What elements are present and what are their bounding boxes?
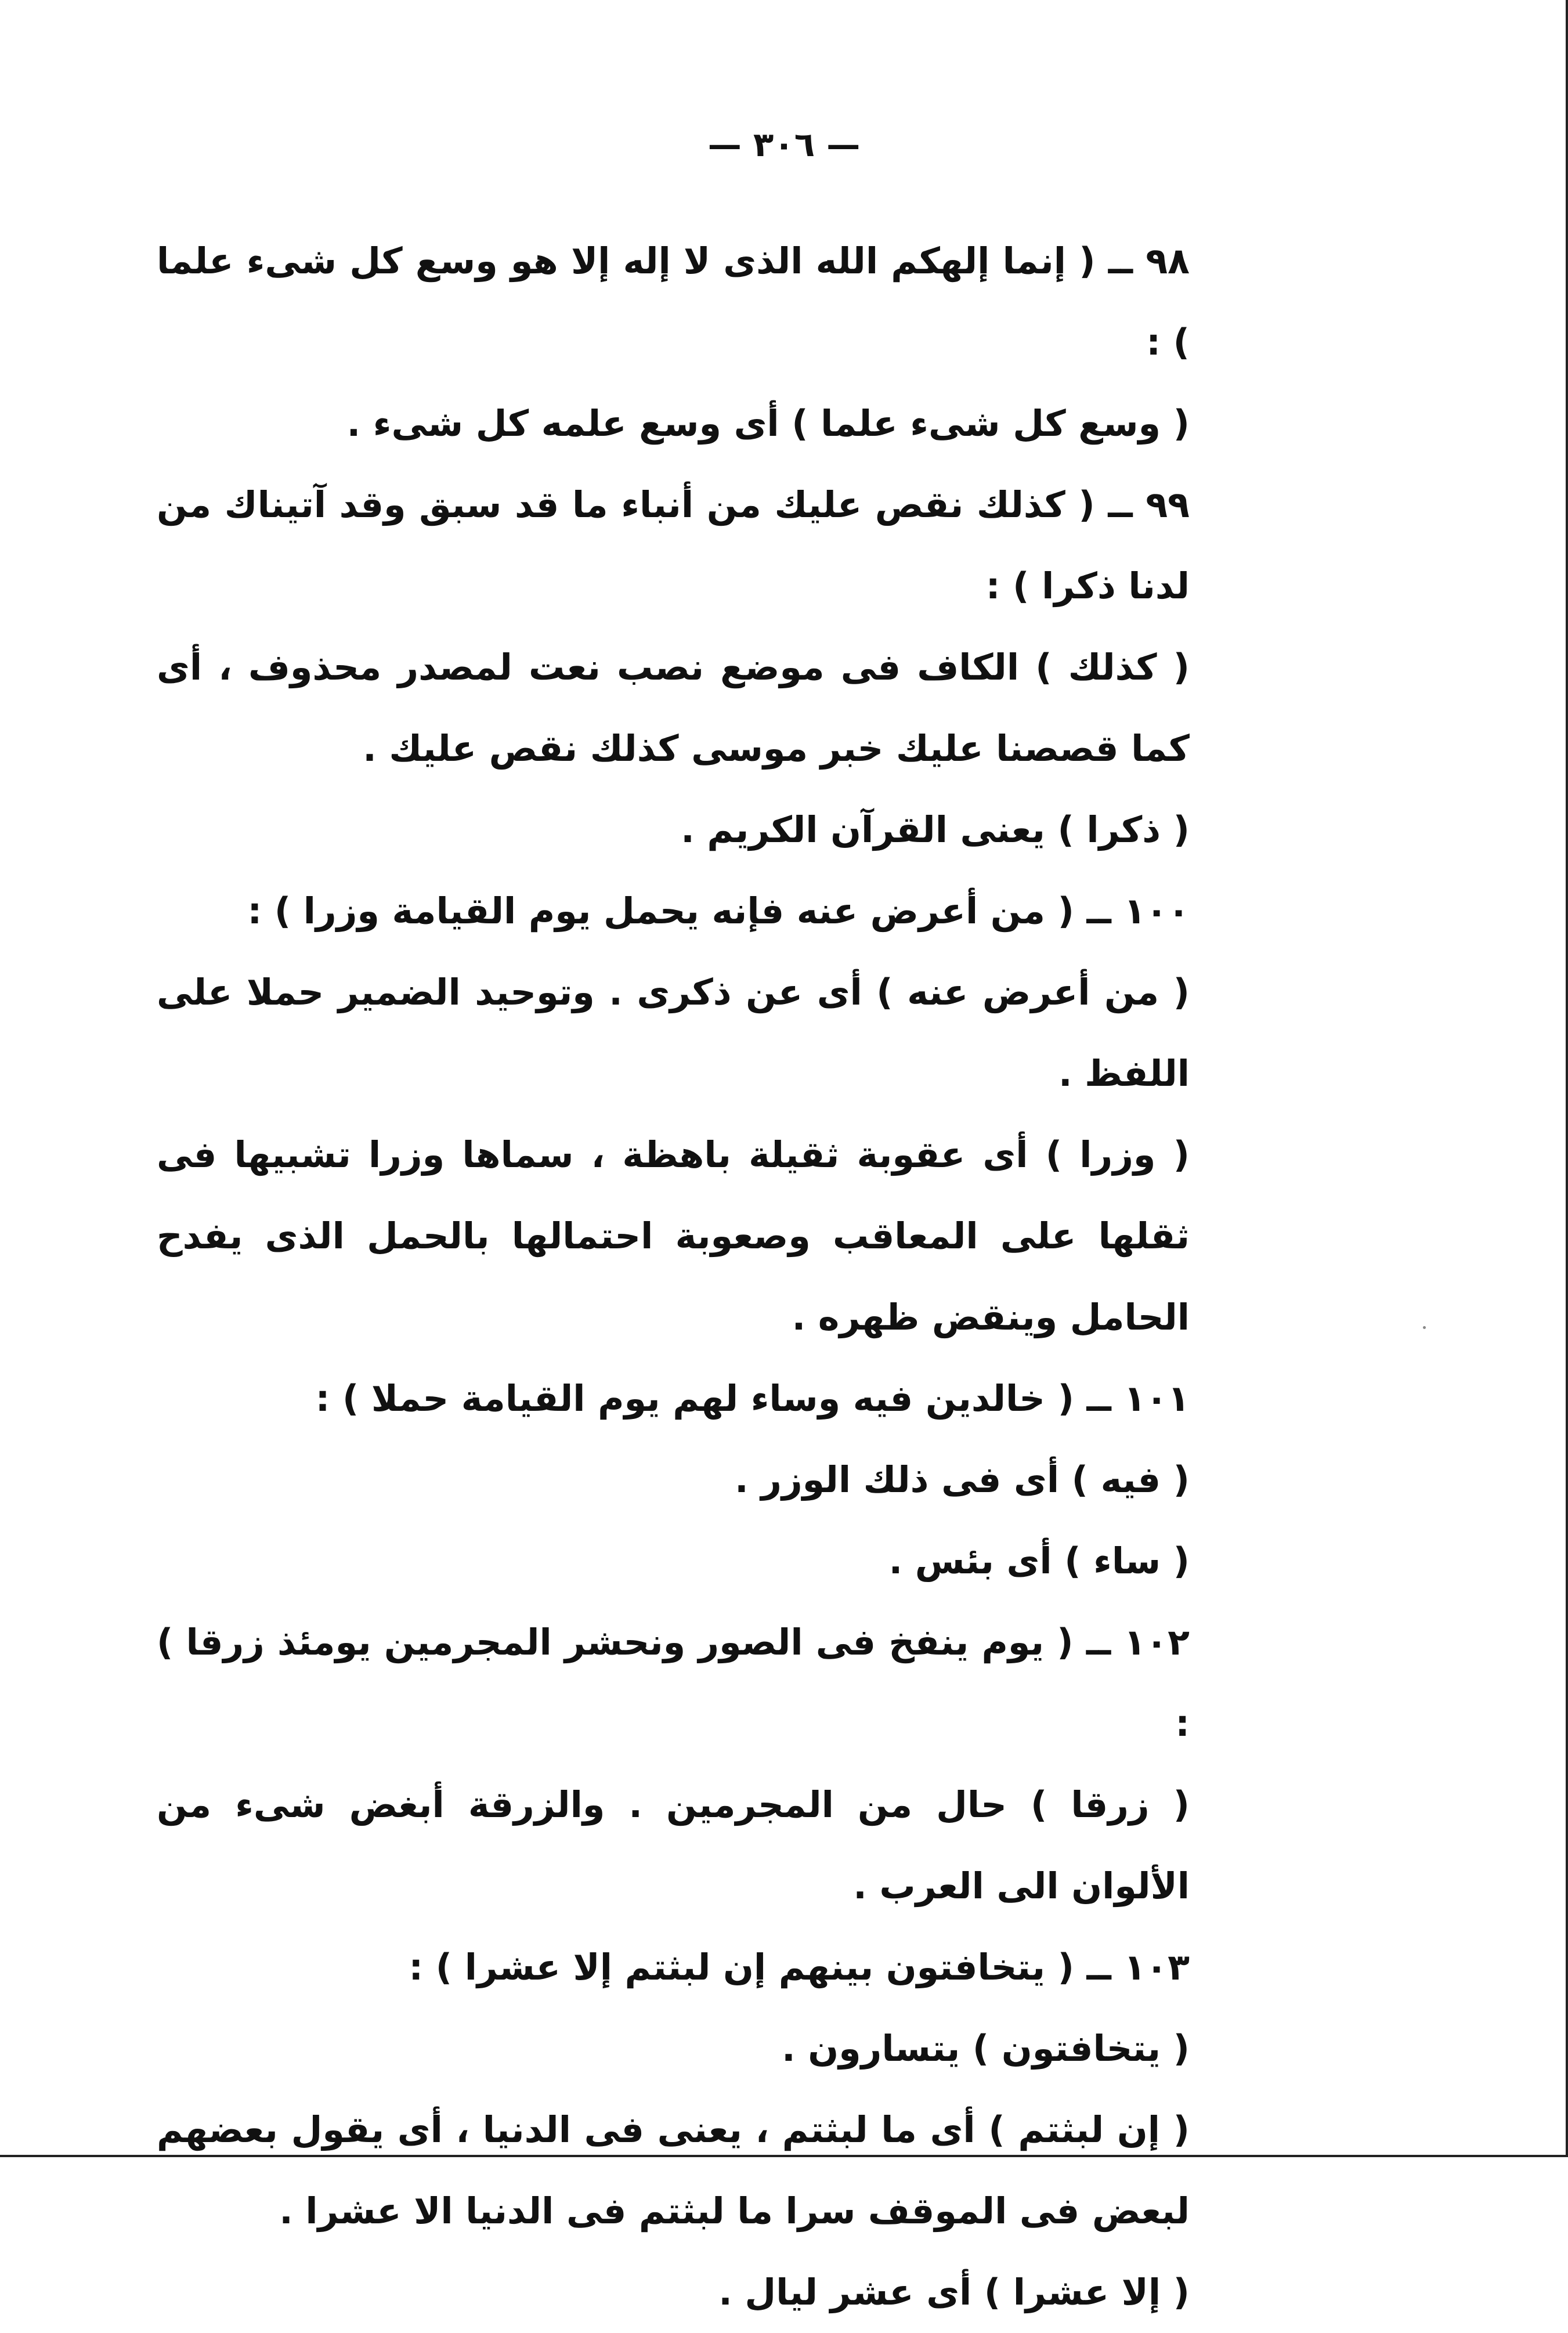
gloss-paragraph: ( ذكرا ) يعنى القرآن الكريم . (681, 808, 1190, 851)
commentary-text (157, 221, 1277, 2333)
verse-line: ١٠٠ ــ ( من أعرض عنه فإنه يحمل يوم القيامة وزرا ) : (247, 890, 1190, 932)
gloss-paragraph: ( إن لبثتم ) أى ما لبثتم ، يعنى فى الدنيا ، أى يقول بعضهم لبعض فى الموقف سرا ما لبثتم فى الدنيا الا عشرا . (157, 2108, 1190, 2232)
page-number: — ٣٠٦ — (707, 125, 861, 164)
gloss-paragraph: ( ساء ) أى بئس . (888, 1540, 1190, 1582)
verse-line: ١٠٢ ــ ( يوم ينفخ فى الصور ونحشر المجرمين يومئذ زرقا ) : (157, 1621, 1190, 1745)
gloss-paragraph: ( يتخافتون ) يتسارون . (782, 2027, 1190, 2070)
gloss-paragraph: ( وزرا ) أى عقوبة ثقيلة باهظة ، سماها وزرا تشبيها فى ثقلها على المعاقب وصعوبة احتمالها بالحمل الذى يفدح الحامل وينقض ظهره . (157, 1133, 1190, 1338)
verse-line: ١٠٣ ــ ( يتخافتون بينهم إن لبثتم إلا عشرا ) : (409, 1946, 1190, 1988)
gloss-paragraph: ( فيه ) أى فى ذلك الوزر . (735, 1458, 1190, 1501)
verse-line: ٩٨ ــ ( إنما إلهكم الله الذى لا إله إلا هو وسع كل شىء علما ) : (157, 240, 1190, 363)
gloss-paragraph: ( إلا عشرا ) أى عشر ليال . (718, 2271, 1190, 2313)
scan-speck (1423, 1326, 1426, 1329)
verse-line: ٩٩ ــ ( كذلك نقص عليك من أنباء ما قد سبق وقد آتيناك من لدنا ذكرا ) : (157, 483, 1190, 607)
gloss-paragraph: ( كذلك ) الكاف فى موضع نصب نعت لمصدر محذوف ، أى كما قصصنا عليك خبر موسى كذلك نقص عليك . (157, 646, 1190, 770)
gloss-paragraph: ( وسع كل شىء علما ) أى وسع علمه كل شىء . (346, 402, 1190, 445)
gloss-paragraph: ( زرقا ) حال من المجرمين . والزرقة أبغض شىء من الألوان الى العرب . (157, 1783, 1190, 1907)
verse-line: ١٠١ ــ ( خالدين فيه وساء لهم يوم القيامة حملا ) : (315, 1377, 1190, 1420)
gloss-paragraph: ( من أعرض عنه ) أى عن ذكرى . وتوحيد الضمير حملا على اللفظ . (157, 971, 1190, 1095)
